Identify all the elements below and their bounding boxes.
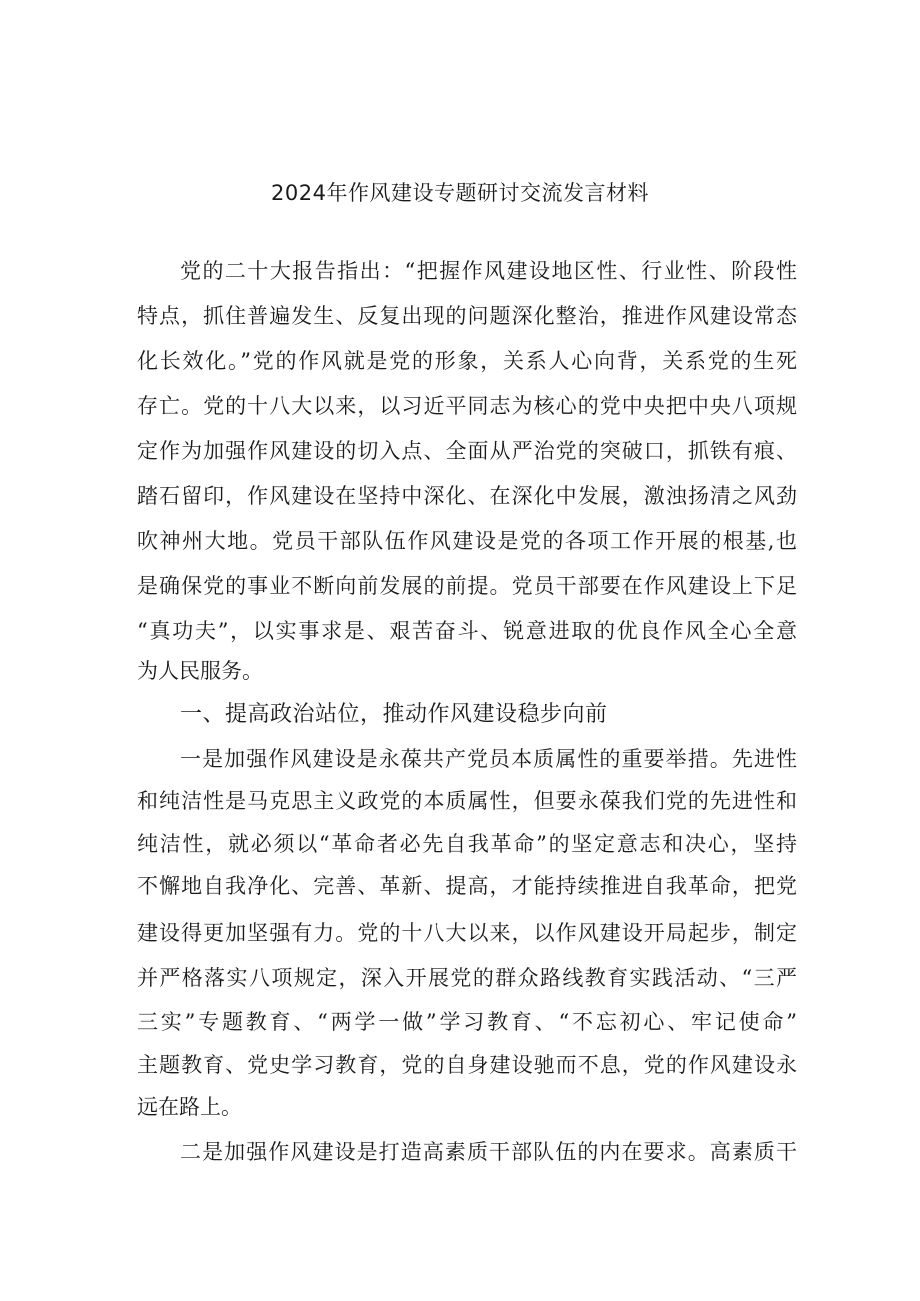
intro-line-1: 党的二十大报告指出：“把握作风建设地区性、行业性、阶段性 xyxy=(180,259,797,283)
section1-para1-line-6: 并严格落实八项规定，深入开展党的群众路线教育实践活动、“三严 xyxy=(137,966,797,990)
intro-line-7: 吹神州大地。党员干部队伍作风建设是党的各项工作开展的根基,也 xyxy=(137,529,797,553)
intro-line-4: 存亡。党的十八大以来，以习近平同志为核心的党中央把中央八项规 xyxy=(137,394,797,418)
document-title: 2024年作风建设专题研讨交流发言材料 xyxy=(271,181,649,205)
section1-para1-line-8: 主题教育、党史学习教育，党的自身建设驰而不息，党的作风建设永 xyxy=(137,1053,797,1077)
section1-para1-line-5: 建设得更加坚强有力。党的十八大以来，以作风建设开局起步，制定 xyxy=(137,921,797,945)
intro-line-5: 定作为加强作风建设的切入点、全面从严治党的突破口，抓铁有痕、 xyxy=(137,439,797,463)
section1-para1-line-7: 三实”专题教育、“两学一做”学习教育、“不忘初心、牢记使命” xyxy=(137,1010,797,1034)
section1-para1-line-3: 纯洁性，就必须以“革命者必先自我革命”的坚定意志和决心，坚持 xyxy=(137,832,797,856)
intro-line-6: 踏石留印，作风建设在坚持中深化、在深化中发展，激浊扬清之风劲 xyxy=(137,484,797,508)
intro-line-9: “真功夫”，以实事求是、艰苦奋斗、锐意进取的优良作风全心全意 xyxy=(137,619,797,643)
intro-line-8: 是确保党的事业不断向前发展的前提。党员干部要在作风建设上下足 xyxy=(137,574,797,598)
section1-para1-line-9: 远在路上。 xyxy=(137,1095,242,1119)
section1-para2-line-1: 二是加强作风建设是打造高素质干部队伍的内在要求。高素质干 xyxy=(180,1140,797,1164)
section1-para1-line-4: 不懈地自我净化、完善、革新、提高，才能持续推进自我革命，把党 xyxy=(137,874,797,898)
intro-line-2: 特点，抓住普遍发生、反复出现的问题深化整治，推进作风建设常态 xyxy=(137,304,797,328)
section1-para1-line-2: 和纯洁性是马克思主义政党的本质属性，但要永葆我们党的先进性和 xyxy=(137,789,797,813)
section1-para1-line-1: 一是加强作风建设是永葆共产党员本质属性的重要举措。先进性 xyxy=(180,747,797,771)
intro-line-10: 为人民服务。 xyxy=(137,659,263,683)
intro-line-3: 化长效化。”党的作风就是党的形象，关系人心向背，关系党的生死 xyxy=(137,349,797,373)
section-heading-1: 一、提高政治站位，推动作风建设稳步向前 xyxy=(180,702,608,727)
